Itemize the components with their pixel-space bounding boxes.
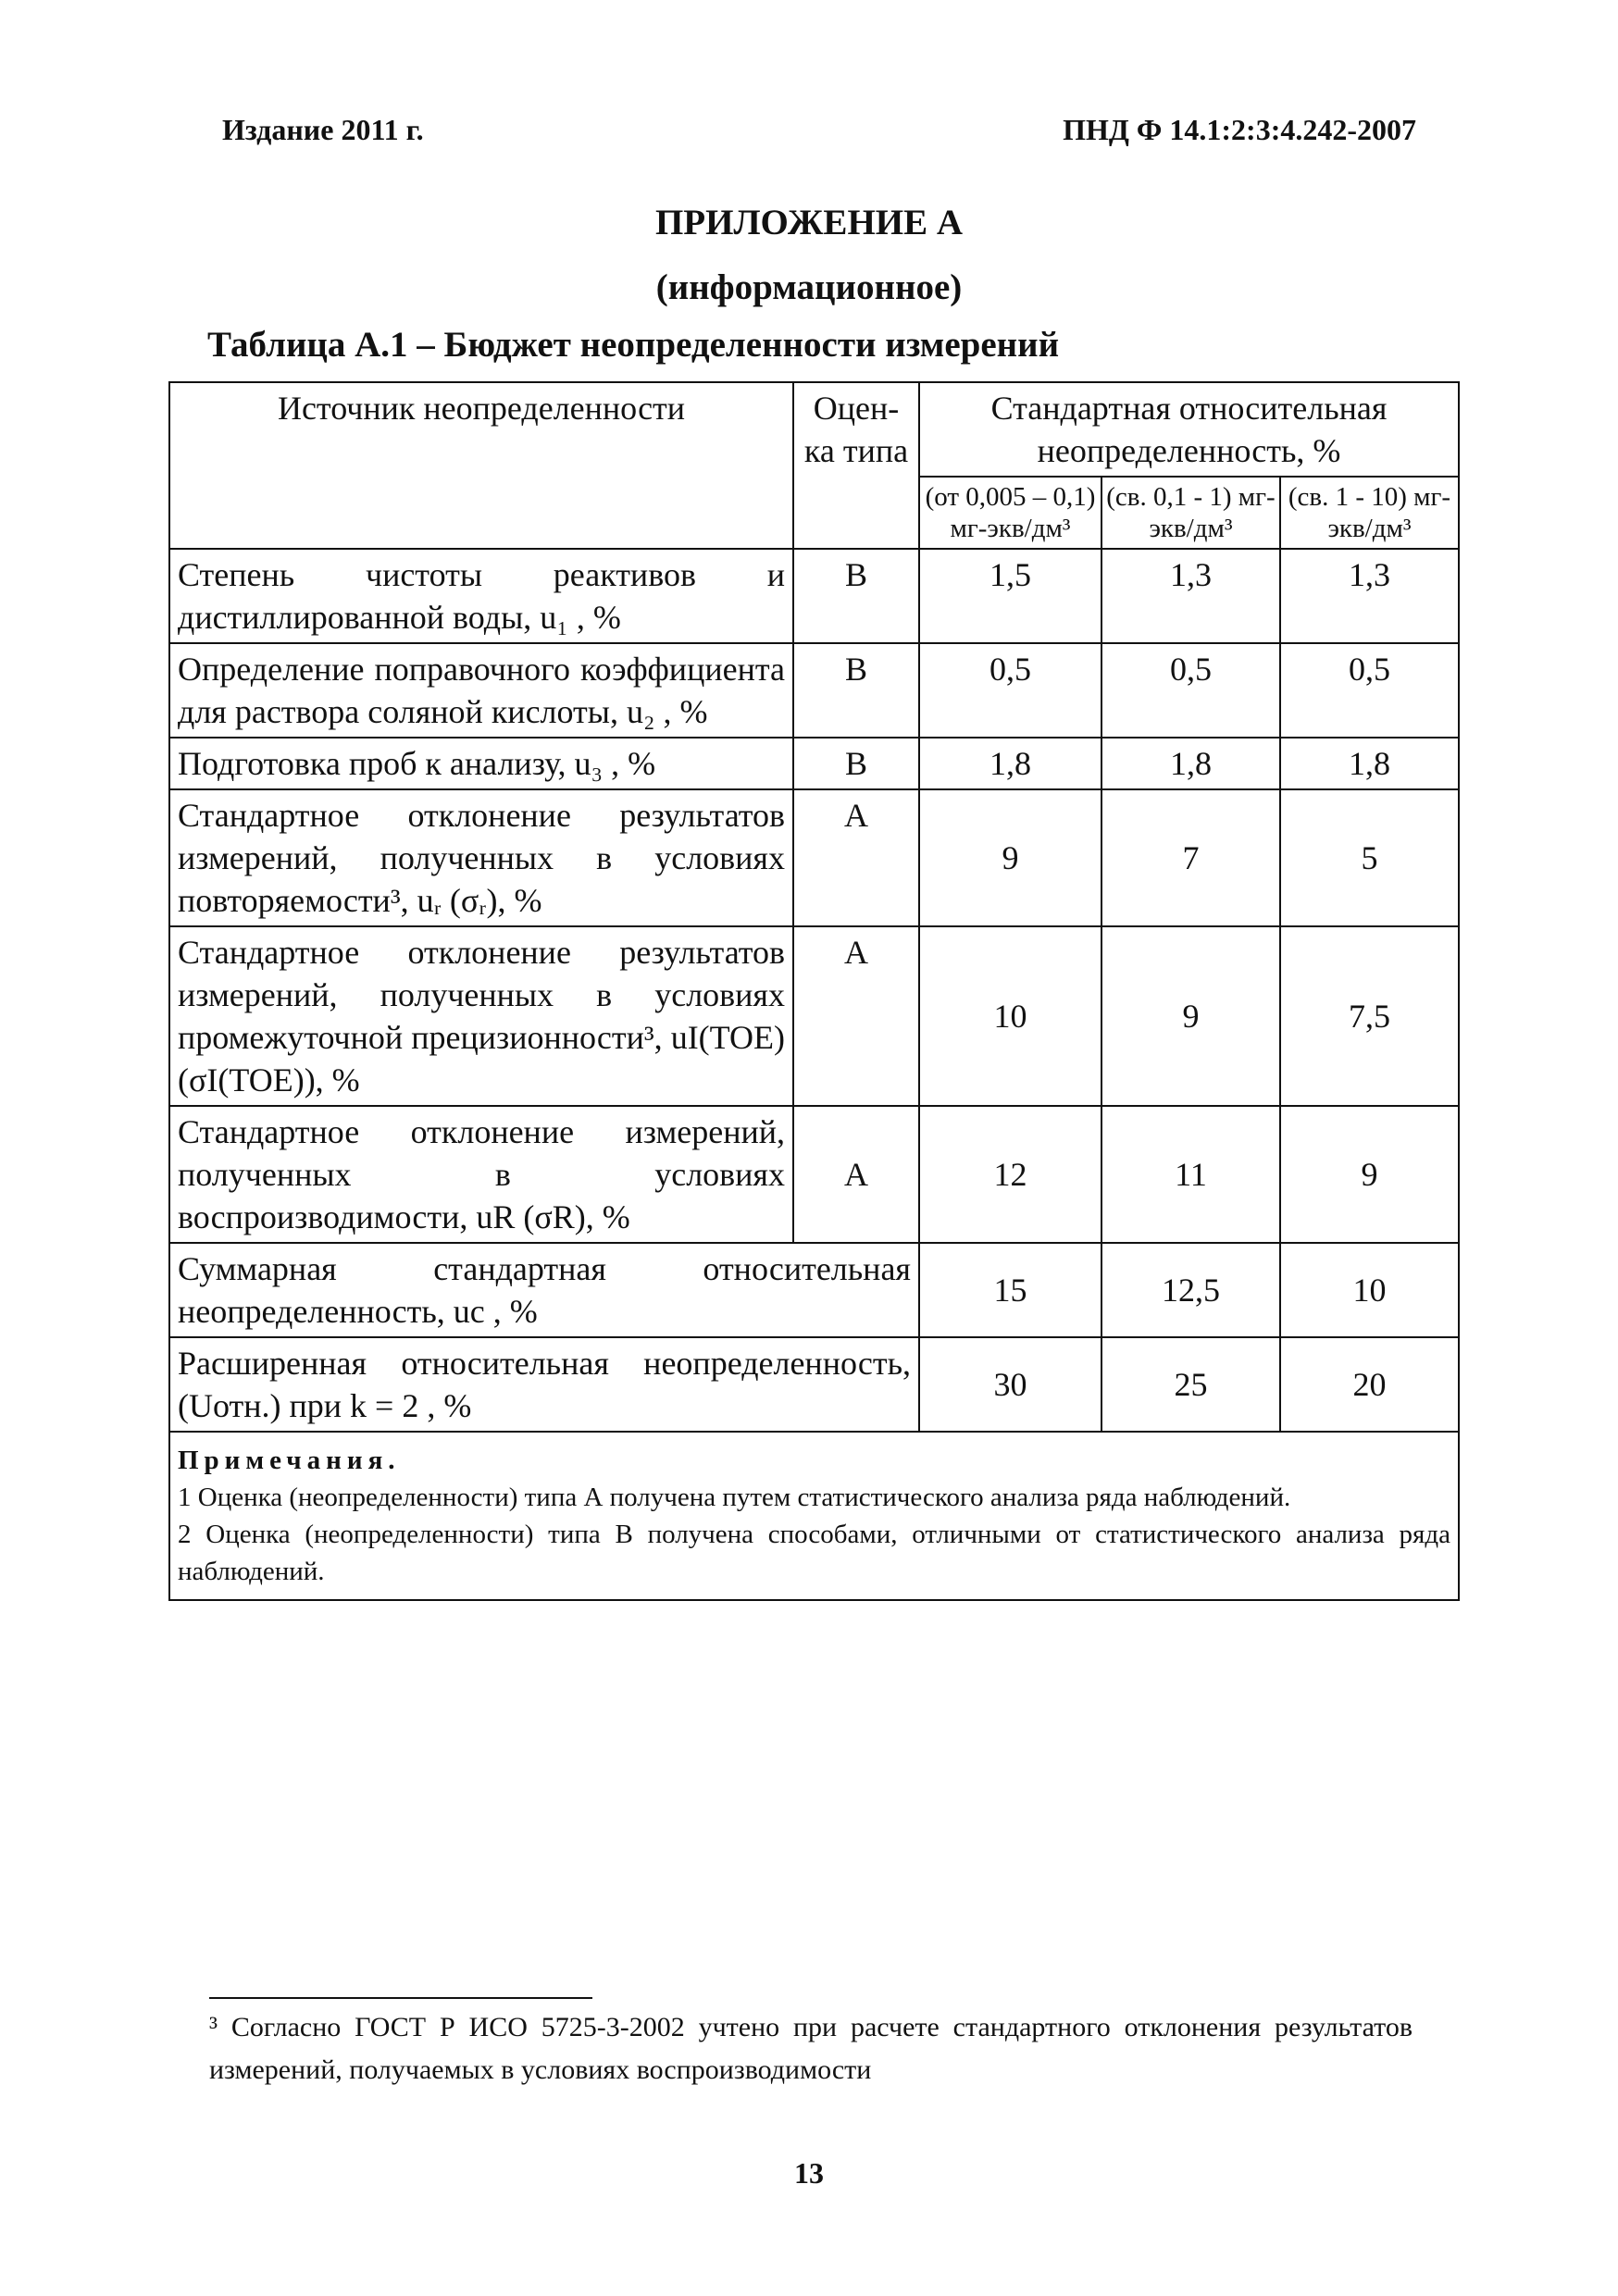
table-row bbox=[169, 549, 1459, 643]
row-value-1: 0,5 bbox=[919, 643, 1101, 738]
summary-value-1: 30 bbox=[919, 1337, 1101, 1432]
row-value-2: 7 bbox=[1101, 789, 1280, 926]
row-source: Степень чистоты реактивов и дистиллированной воды, u₁ , % bbox=[169, 549, 793, 643]
row-value-1: 1,5 bbox=[919, 549, 1101, 643]
row-value-2: 1,8 bbox=[1101, 738, 1280, 789]
summary-value-3: 10 bbox=[1280, 1243, 1459, 1337]
row-value-2: 1,3 bbox=[1101, 549, 1280, 643]
row-value-3: 0,5 bbox=[1280, 643, 1459, 738]
table-row bbox=[169, 789, 1459, 926]
row-type: В bbox=[793, 549, 919, 643]
header-range-2: (св. 0,1 - 1) мг-экв/дм³ bbox=[1101, 477, 1280, 549]
edition-label: Издание 2011 г. bbox=[222, 113, 424, 146]
page-number: 13 bbox=[794, 2156, 824, 2190]
summary-value-1: 15 bbox=[919, 1243, 1101, 1337]
summary-value-2: 12,5 bbox=[1101, 1243, 1280, 1337]
table-row bbox=[169, 738, 1459, 789]
row-value-1: 10 bbox=[919, 926, 1101, 1106]
row-source: Стандартное отклонение результатов измерений, полученных в условиях повторяемости³, uᵣ (σᵣ), % bbox=[169, 789, 793, 926]
row-type: А bbox=[793, 926, 919, 1106]
row-source: Подготовка проб к анализу, u₃ , % bbox=[169, 738, 793, 789]
header-source: Источник неопределенности bbox=[169, 382, 793, 549]
document-code: ПНД Ф 14.1:2:3:4.242-2007 bbox=[1063, 113, 1416, 146]
footnote: ³ Согласно ГОСТ Р ИСО 5725-3-2002 учтено при расчете стандартного отклонения результатов измерений, получаемых в условиях воспроизводимости bbox=[209, 2012, 1413, 2085]
table-row bbox=[169, 926, 1459, 1106]
row-value-2: 0,5 bbox=[1101, 643, 1280, 738]
row-source: Определение поправочного коэффициента для раствора соляной кислоты, u₂ , % bbox=[169, 643, 793, 738]
summary-label: Суммарная стандартная относительная неопределенность, uc , % bbox=[169, 1243, 919, 1337]
note-item: 2 Оценка (неопределенности) типа В получена способами, отличными от статистического анализа ряда наблюдений. bbox=[178, 1520, 1450, 1586]
row-value-2: 9 bbox=[1101, 926, 1280, 1106]
row-source: Стандартное отклонение измерений, полученных в условиях воспроизводимости, uR (σR), % bbox=[169, 1106, 793, 1243]
table-row bbox=[169, 1106, 1459, 1243]
footnote-separator bbox=[209, 1997, 592, 1999]
header-uncertainty: Стандартная относительная неопределенность, % bbox=[919, 382, 1459, 477]
notes-cell bbox=[169, 1432, 1459, 1600]
summary-value-2: 25 bbox=[1101, 1337, 1280, 1432]
appendix-title: ПРИЛОЖЕНИЕ А bbox=[654, 203, 964, 242]
summary-row bbox=[169, 1337, 1459, 1432]
uncertainty-budget-table bbox=[168, 381, 1460, 1601]
row-type: А bbox=[793, 789, 919, 926]
summary-label: Расширенная относительная неопределенность, (Uотн.) при k = 2 , % bbox=[169, 1337, 919, 1432]
row-value-3: 9 bbox=[1280, 1106, 1459, 1243]
row-type: В bbox=[793, 643, 919, 738]
notes-row bbox=[169, 1432, 1459, 1600]
row-type: В bbox=[793, 738, 919, 789]
appendix-subtitle: (информационное) bbox=[655, 267, 963, 307]
summary-row bbox=[169, 1243, 1459, 1337]
row-value-1: 9 bbox=[919, 789, 1101, 926]
note-item: 1 Оценка (неопределенности) типа А получена путем статистического анализа ряда наблюдений. bbox=[178, 1483, 1291, 1512]
row-value-3: 1,8 bbox=[1280, 738, 1459, 789]
header-range-1: (от 0,005 – 0,1) мг-экв/дм³ bbox=[919, 477, 1101, 549]
header-type: Оцен-ка типа bbox=[793, 382, 919, 549]
table-caption: Таблица А.1 – Бюджет неопределенности измерений bbox=[207, 325, 1060, 365]
row-value-1: 1,8 bbox=[919, 738, 1101, 789]
table-row bbox=[169, 643, 1459, 738]
row-value-3: 1,3 bbox=[1280, 549, 1459, 643]
summary-value-3: 20 bbox=[1280, 1337, 1459, 1432]
header-range-3: (св. 1 - 10) мг-экв/дм³ bbox=[1280, 477, 1459, 549]
row-value-3: 5 bbox=[1280, 789, 1459, 926]
table-header-row bbox=[169, 382, 1459, 477]
notes-title: Примечания. bbox=[178, 1446, 401, 1475]
row-value-3: 7,5 bbox=[1280, 926, 1459, 1106]
row-source: Стандартное отклонение результатов измерений, полученных в условиях промежуточной прецизионности³, uI(TOE) (σI(TOE)), % bbox=[169, 926, 793, 1106]
row-type: А bbox=[793, 1106, 919, 1243]
row-value-1: 12 bbox=[919, 1106, 1101, 1243]
row-value-2: 11 bbox=[1101, 1106, 1280, 1243]
